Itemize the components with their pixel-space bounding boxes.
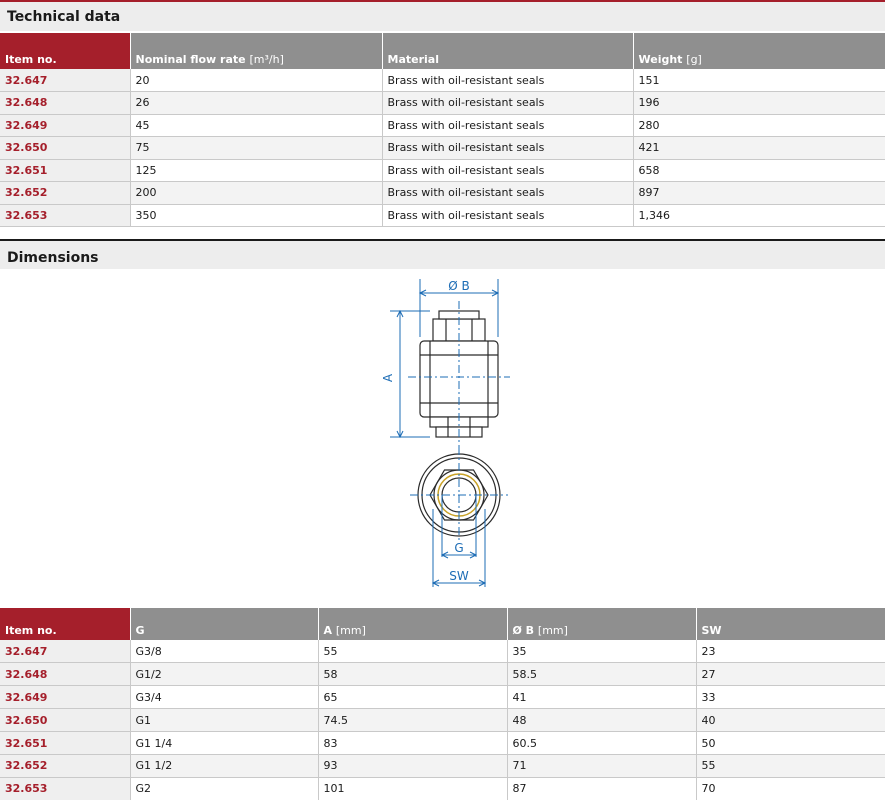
b-cell: 71 (507, 754, 696, 777)
flow-cell: 75 (130, 137, 382, 160)
material-cell: Brass with oil-resistant seals (382, 92, 633, 115)
dim-label-b: Ø B (448, 279, 470, 293)
g-cell: G1 1/4 (130, 732, 318, 755)
item-cell: 32.651 (0, 732, 130, 755)
a-cell: 58 (318, 663, 507, 686)
sw-cell: 40 (696, 709, 885, 732)
table-row (0, 640, 885, 663)
material-cell: Brass with oil-resistant seals (382, 159, 633, 182)
a-cell: 74.5 (318, 709, 507, 732)
flow-cell: 20 (130, 69, 382, 92)
weight-cell: 1,346 (633, 204, 885, 227)
table-row (0, 137, 885, 160)
g-cell: G3/8 (130, 640, 318, 663)
sw-cell: 27 (696, 663, 885, 686)
table-row (0, 709, 885, 732)
col-header-material: Material (382, 33, 633, 69)
weight-cell: 421 (633, 137, 885, 160)
accent-rule (0, 0, 885, 2)
col-header-flow: Nominal flow rate [m³/h] (130, 33, 382, 69)
technical-data-title: Technical data (7, 9, 121, 25)
sw-cell: 33 (696, 686, 885, 709)
sw-cell: 23 (696, 640, 885, 663)
dimension-drawing (0, 271, 885, 604)
g-cell: G1/2 (130, 663, 318, 686)
table-header-row (0, 33, 885, 69)
b-cell: 60.5 (507, 732, 696, 755)
dim-label-sw: SW (449, 569, 469, 583)
material-cell: Brass with oil-resistant seals (382, 114, 633, 137)
sw-cell: 50 (696, 732, 885, 755)
item-cell: 32.652 (0, 182, 130, 205)
b-cell: 41 (507, 686, 696, 709)
item-cell: 32.647 (0, 69, 130, 92)
flow-cell: 200 (130, 182, 382, 205)
a-cell: 83 (318, 732, 507, 755)
b-cell: 87 (507, 777, 696, 800)
item-cell: 32.653 (0, 204, 130, 227)
table-row (0, 69, 885, 92)
item-cell: 32.647 (0, 640, 130, 663)
item-cell: 32.650 (0, 137, 130, 160)
table-row (0, 777, 885, 800)
g-cell: G1 (130, 709, 318, 732)
dimensions-heading (0, 239, 885, 269)
technical-data-table (0, 33, 885, 227)
table-row (0, 204, 885, 227)
item-cell: 32.651 (0, 159, 130, 182)
g-cell: G2 (130, 777, 318, 800)
table-row (0, 663, 885, 686)
item-cell: 32.649 (0, 114, 130, 137)
col-header-weight: Weight [g] (633, 33, 885, 69)
sw-cell: 70 (696, 777, 885, 800)
material-cell: Brass with oil-resistant seals (382, 182, 633, 205)
item-cell: 32.648 (0, 92, 130, 115)
dim-label-a: A (381, 373, 395, 383)
col-header-g: G (130, 608, 318, 640)
item-cell: 32.652 (0, 754, 130, 777)
col-header-item: Item no. (0, 608, 130, 640)
item-cell: 32.649 (0, 686, 130, 709)
col-header-b: Ø B [mm] (507, 608, 696, 640)
material-cell: Brass with oil-resistant seals (382, 137, 633, 160)
fitting-drawing-svg (0, 271, 885, 604)
col-header-sw: SW (696, 608, 885, 640)
item-cell: 32.650 (0, 709, 130, 732)
table-row (0, 159, 885, 182)
weight-cell: 658 (633, 159, 885, 182)
flow-cell: 45 (130, 114, 382, 137)
flow-cell: 125 (130, 159, 382, 182)
weight-cell: 897 (633, 182, 885, 205)
b-cell: 35 (507, 640, 696, 663)
g-cell: G1 1/2 (130, 754, 318, 777)
item-cell: 32.653 (0, 777, 130, 800)
g-cell: G3/4 (130, 686, 318, 709)
table-header-row (0, 608, 885, 640)
sw-cell: 55 (696, 754, 885, 777)
table-row (0, 92, 885, 115)
material-cell: Brass with oil-resistant seals (382, 204, 633, 227)
b-cell: 58.5 (507, 663, 696, 686)
table-row (0, 754, 885, 777)
table-row (0, 686, 885, 709)
weight-cell: 280 (633, 114, 885, 137)
flow-cell: 350 (130, 204, 382, 227)
weight-cell: 196 (633, 92, 885, 115)
table-row (0, 732, 885, 755)
table-row (0, 182, 885, 205)
a-cell: 101 (318, 777, 507, 800)
weight-cell: 151 (633, 69, 885, 92)
flow-cell: 26 (130, 92, 382, 115)
dimensions-title: Dimensions (7, 250, 99, 266)
item-cell: 32.648 (0, 663, 130, 686)
technical-data-heading (0, 0, 885, 31)
a-cell: 65 (318, 686, 507, 709)
a-cell: 55 (318, 640, 507, 663)
dim-label-g: G (454, 541, 464, 555)
col-header-item: Item no. (0, 33, 130, 69)
table-row (0, 114, 885, 137)
a-cell: 93 (318, 754, 507, 777)
dimensions-table (0, 608, 885, 800)
material-cell: Brass with oil-resistant seals (382, 69, 633, 92)
col-header-a: A [mm] (318, 608, 507, 640)
b-cell: 48 (507, 709, 696, 732)
